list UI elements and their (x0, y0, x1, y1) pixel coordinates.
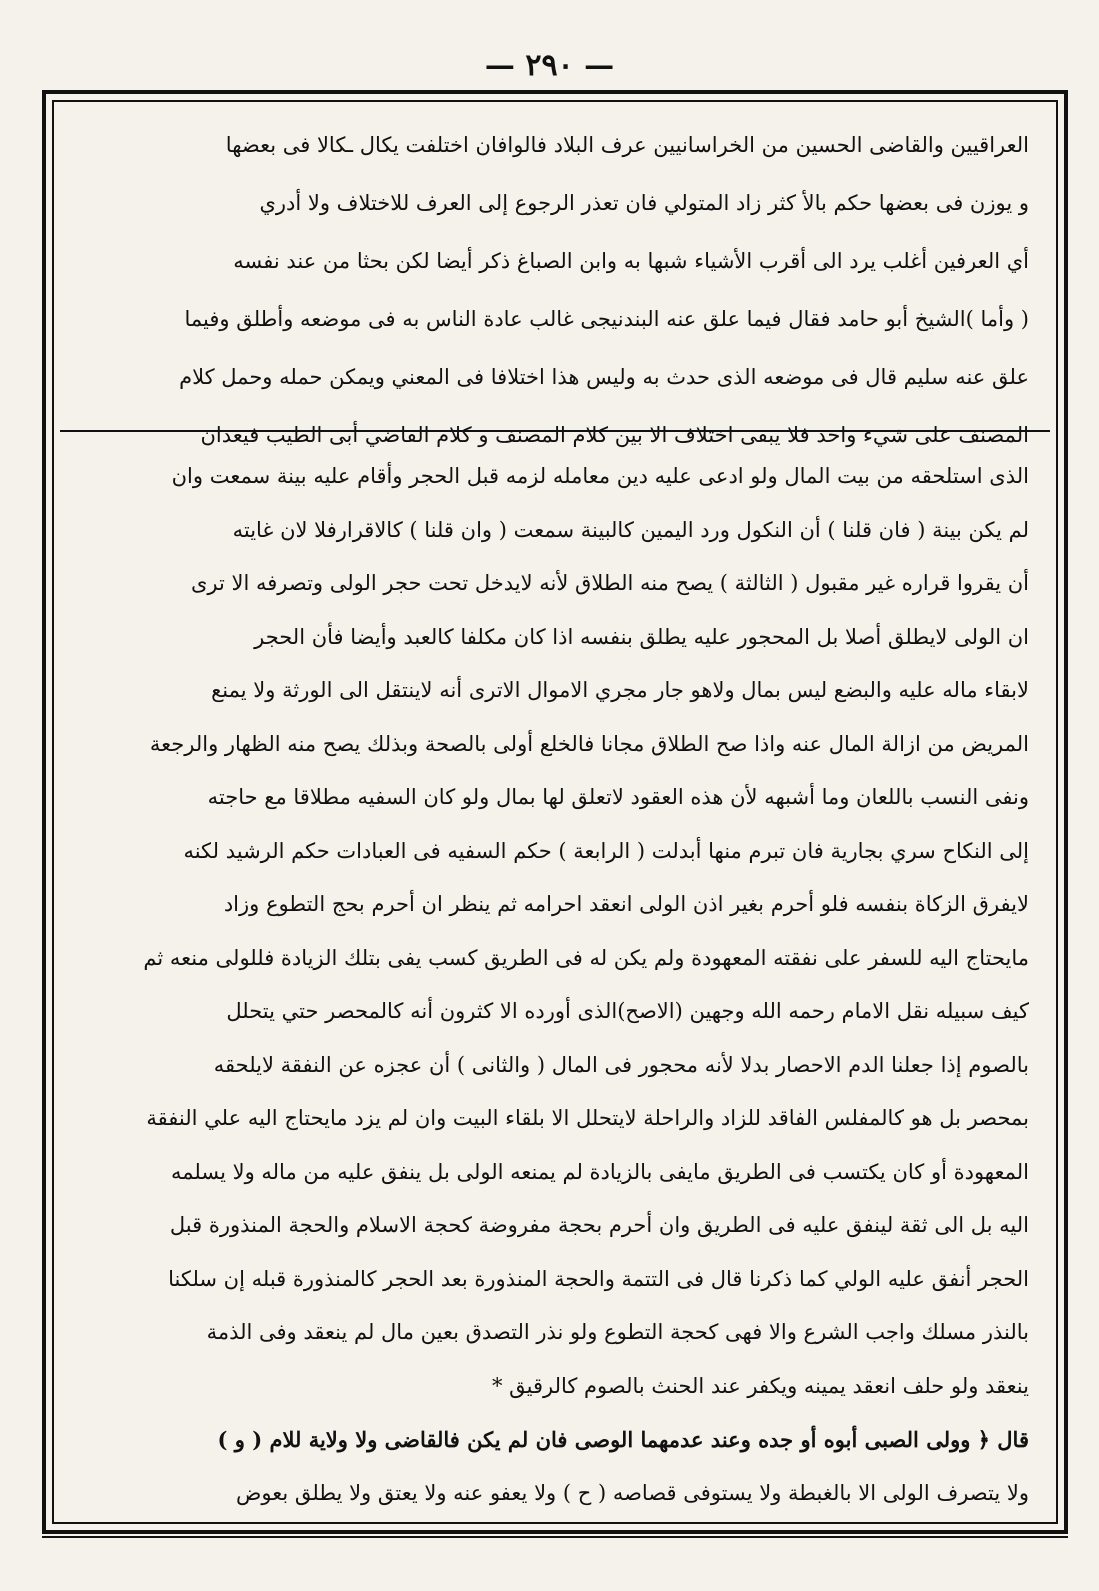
text-line: ولا يتصرف الولى الا بالغبطة ولا يستوفى قصاصه ( ح ) ولا يعفو عنه ولا يعتق ولا يطلق بعوض (235, 1480, 1029, 1505)
text-line: لايفرق الزكاة بنفسه فلو أحرم بغير اذن الولى انعقد احرامه ثم ينظر ان أحرم بحج التطوع وزاد (223, 892, 1029, 916)
main-text-block (69, 450, 1029, 1520)
section-separator (60, 430, 1050, 432)
text-line: العراقيين والقاضى الحسين من الخراسانيين عرف البلاد فالوافان اختلفت يكال ـكالا فى بعضها (225, 133, 1029, 157)
text-line: ينعقد ولو حلف انعقد يمينه ويكفر عند الحنث بالصوم كالرقيق * (491, 1373, 1029, 1398)
text-line: المعهودة أو كان يكتسب فى الطريق مايفى بالزيادة لم يمنعه الولى بل ينفق عليه من ماله ولا يسلمه (171, 1159, 1029, 1184)
text-line: كيف سبيله نقل الامام رحمه الله وجهين (الاصح)الذى أورده الا كثرون أنه كالمحصر حتي يتحلل (226, 999, 1029, 1023)
text-line: إلى النكاح سري بجارية فان تبرم منها أبدلت ( الرابعة ) حكم السفيه فى العبادات حكم الرشيد لكنه (183, 838, 1029, 863)
upper-text-block (69, 116, 1029, 464)
text-line: قال ﴿ وولى الصبى أبوه أو جده وعند عدمهما الوصى فان لم يكن فالقاضى ولا ولاية للام ( و ) (217, 1427, 1029, 1452)
text-line: المريض من ازالة المال عنه واذا صح الطلاق مجانا فالخلع أولى بالصحة وبذلك يصح منه الظهار والرجعة (149, 731, 1029, 756)
text-line: بالصوم إذا جعلنا الدم الاحصار بدلا لأنه محجور فى المال ( والثانى ) أن عجزه عن النفقة لايلحقه (213, 1052, 1029, 1077)
text-line: ان الولى لايطلق أصلا بل المحجور عليه يطلق بنفسه اذا كان مكلفا كالعبد وأيضا فأن الحجر (254, 624, 1029, 649)
text-line: بمحصر بل هو كالمفلس الفاقد للزاد والراحلة لايتحلل الا بلقاء البيت وان لم يزد مايحتاج اليه علي النفقة (146, 1106, 1029, 1130)
text-line: ونفى النسب باللعان وما أشبهه لأن هذه العقود لاتعلق لها بمال ولو كان السفيه مطلاقا مع حاجته (207, 785, 1029, 809)
page-number: — ٢٩٠ — (484, 48, 615, 83)
text-line: علق عنه سليم قال فى موضعه الذى حدث به وليس هذا اختلافا فى المعني ويمكن حمله وحمل كلام (179, 365, 1029, 389)
text-line: المصنف على شيء واحد فلا يبقى اختلاف الا بين كلام المصنف و كلام القاضي أبى الطيب فيعدان (200, 423, 1029, 447)
text-line: أي العرفين أغلب يرد الى أقرب الأشياء شبها به وابن الصباغ ذكر أيضا لكن بحثا من عند نفسه (233, 249, 1029, 273)
text-line: لابقاء ماله عليه والبضع ليس بمال ولاهو جار مجري الاموال الاترى أنه لاينتقل الى الورثة ولا يمنع (211, 678, 1029, 702)
text-line: الذى استلحقه من بيت المال ولو ادعى عليه دين معامله لزمه قبل الحجر وأقام عليه بينة سمعت وان (171, 464, 1029, 488)
text-line: ( وأما )الشيخ أبو حامد فقال فيما علق عنه البندنيجى غالب عادة الناس به فى موضعه وأطلق وفيما (184, 307, 1029, 331)
text-line: الحجر أنفق عليه الولي كما ذكرنا قال فى التتمة والحجة المنذورة بعد الحجر كالمنذورة قبله إن سلكنا (168, 1266, 1029, 1291)
page-frame-bottom-rule (42, 1530, 1068, 1538)
text-line: بالنذر مسلك واجب الشرع والا فهى كحجة التطوع ولو نذر التصدق بعين مال لم ينعقد وفى الذمة (206, 1320, 1029, 1344)
text-line: أن يقروا قراره غير مقبول ( الثالثة ) يصح منه الطلاق لأنه لايدخل تحت حجر الولى وتصرفه الا ترى (190, 571, 1029, 595)
text-line: مايحتاج اليه للسفر على نفقته المعهودة ولم يكن له فى الطريق كسب يفى بتلك الزيادة فللولى منعه ثم (143, 945, 1029, 970)
text-line: اليه بل الى ثقة لينفق عليه فى الطريق وان أحرم بحجة مفروضة كحجة الاسلام والحجة المنذورة قبل (169, 1213, 1029, 1237)
text-line: لم يكن بينة ( فان قلنا ) أن النكول ورد اليمين كالبينة سمعت ( وان قلنا ) كالاقرارفلا لان غايته (232, 517, 1029, 542)
text-line: و يوزن فى بعضها حكم بالأ كثر زاد المتولي فان تعذر الرجوع إلى العرف للاختلاف ولا أدري (259, 191, 1029, 215)
